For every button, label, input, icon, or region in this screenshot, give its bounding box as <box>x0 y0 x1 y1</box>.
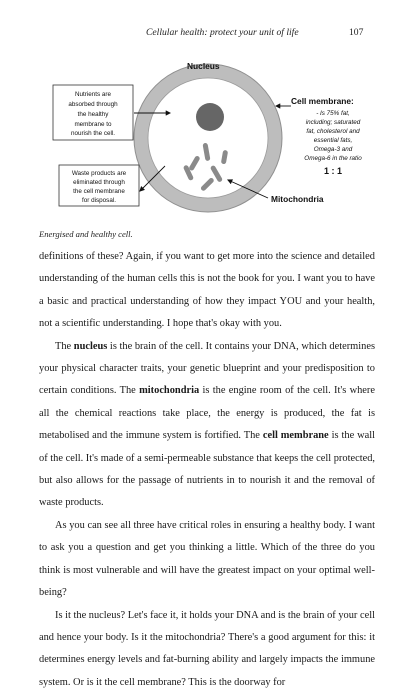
term-nucleus: nucleus <box>74 341 108 352</box>
nucleus-shape <box>196 103 224 131</box>
cell-membrane-line: fat, cholesterol and <box>306 128 360 135</box>
paragraph-text: is the wall of the cell. It's made of a semi-permeable substance that keeps the cell protected, but also allows for the passage of nutrients in to nourish it and the removal of waste products. <box>39 430 375 508</box>
cell-membrane-line: including; saturated <box>306 119 361 126</box>
paragraph: As you can see all three have critical roles in ensuring a healthy body. I want to ask you a question and get you thinking a little. Which of the three do you think is most vulnerable and will have the greatest impact on your optimal well-being? <box>39 515 375 605</box>
paragraph: definitions of these? Again, if you want to get more into the science and detailed understanding of the human cells this is not the book for you. I want you to have a basic and practical understanding of how they impact YOU and your health, not a scientific understanding. I hope that's okay with you. <box>39 246 375 336</box>
term-mitochondria: mitochondria <box>139 385 199 396</box>
paragraph: Is it the nucleus? Let's face it, it holds your DNA and is the brain of your cell and hence your body. Is it the mitochondria? There's a good argument for this: it determines energy levels and fat-burning ability and largely impacts the immune system. Or is it the cell membrane? This is the doorway for <box>39 605 375 694</box>
page-number: 107 <box>349 27 363 38</box>
waste-line: eliminated through <box>73 179 125 186</box>
mitochondria-label: Mitochondria <box>271 194 324 204</box>
figure-caption: Energised and healthy cell. <box>39 229 133 239</box>
waste-line: for disposal. <box>82 197 116 204</box>
nutrients-line: Nutrients are <box>75 91 112 98</box>
cell-membrane-line: Omega-6 in the ratio <box>304 155 362 162</box>
paragraph-text: is the brain of the cell. It contains your DNA, which determines your physical character traits, your genetic blueprint and your predisposition to certain conditions. The <box>39 341 375 397</box>
waste-line: the cell membrane <box>73 188 125 195</box>
cell-membrane-line: - Is 75% fat, <box>316 110 350 117</box>
nutrients-line: absorbed through <box>68 101 118 108</box>
nutrients-line: the healthy <box>78 111 110 118</box>
cytoplasm <box>148 78 268 198</box>
cell-membrane-line: essential fats, <box>314 137 353 144</box>
term-cell-membrane: cell membrane <box>263 430 329 441</box>
nutrients-line: membrane to <box>74 121 112 128</box>
nutrients-line: nourish the cell. <box>71 130 115 137</box>
cell-membrane-title: Cell membrane: <box>291 96 354 106</box>
paragraph-text: is the engine room of the cell. It's where all the chemical reactions take place, the energy is produced, the fat is metabolised and the immune system is fortified. The <box>39 385 375 441</box>
paragraph <box>39 336 375 515</box>
body-text <box>39 246 375 694</box>
paragraph-text: The <box>55 341 74 352</box>
cell-membrane-line: Omega-3 and <box>314 146 353 153</box>
ratio-label: 1 : 1 <box>324 166 342 176</box>
running-head: Cellular health: protect your unit of life <box>146 27 299 38</box>
nucleus-label: Nucleus <box>187 61 220 71</box>
waste-line: Waste products are <box>72 170 127 177</box>
cell-diagram <box>0 0 416 230</box>
